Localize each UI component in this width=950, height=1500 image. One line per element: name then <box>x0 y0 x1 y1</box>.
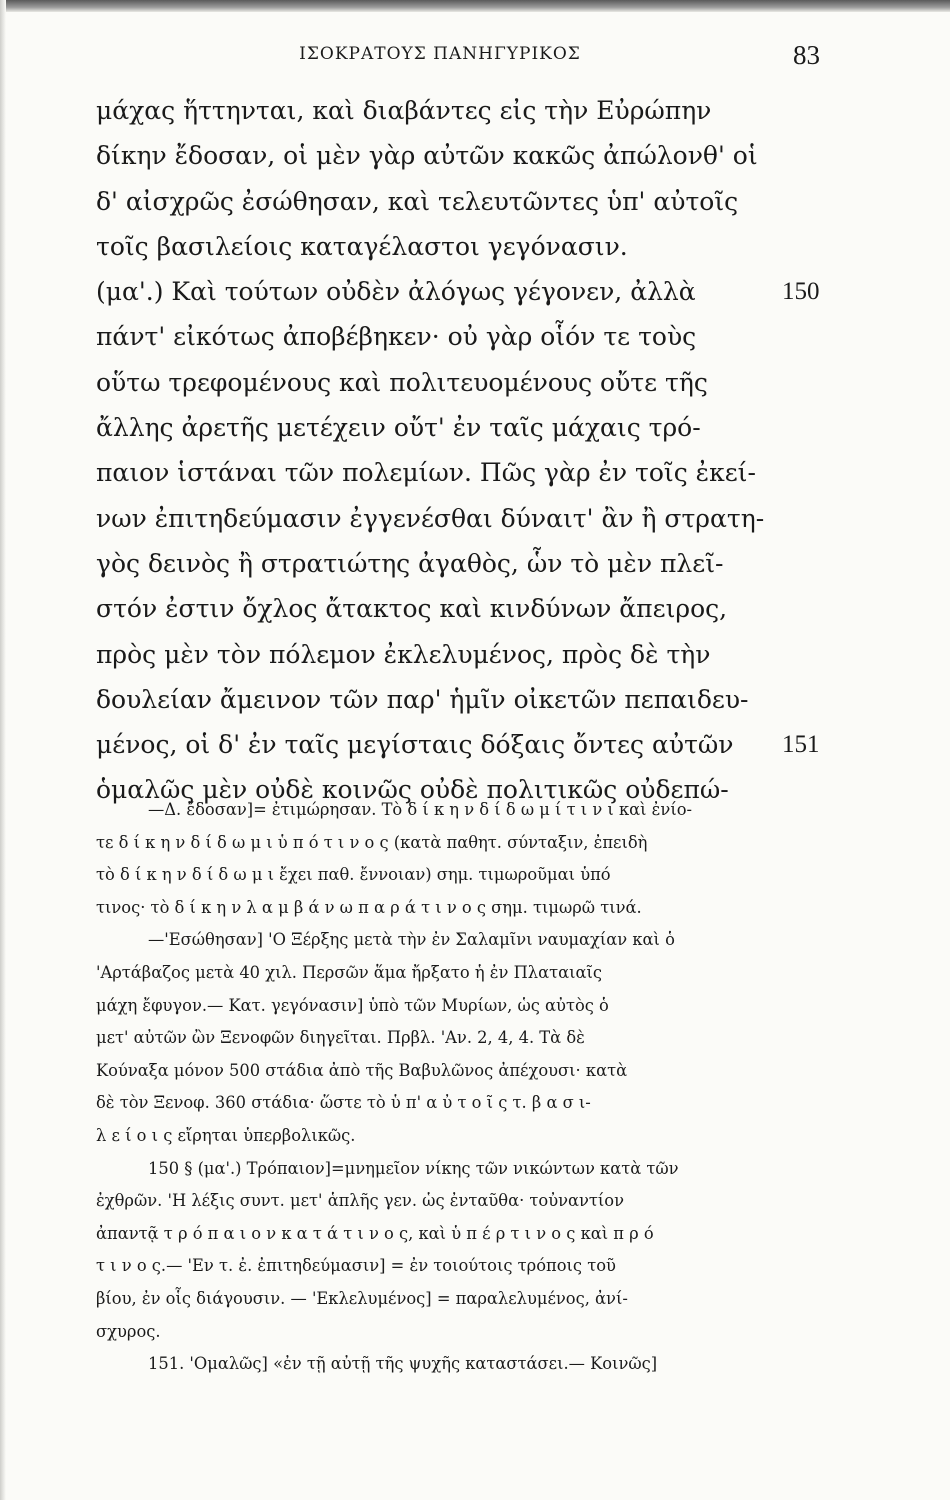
note-line: ἀπαντᾷ τ ρ ό π α ι ο ν κ α τ ά τ ι ν ο ς, καὶ ὑ π έ ρ τ ι ν ο ς καὶ π ρ ό <box>96 1223 654 1243</box>
main-text-line <box>96 133 836 178</box>
note-line: δὲ τὸν Ξενοφ. 360 στάδια· ὥστε τὸ ὑ π' α ὐ τ ο ῖ ς τ. β α σ ι- <box>96 1093 591 1113</box>
note-line: λ ε ί ο ι ς εἴρηται ὑπερβολικῶς. <box>96 1125 356 1145</box>
note-line: Κούναξα μόνον 500 στάδια ἀπὸ τῆς Βαβυλῶνος ἀπέχουσι· κατὰ <box>96 1060 628 1080</box>
main-text-line <box>96 677 836 722</box>
note-line: μετ' αὐτῶν ὢν Ξενοφῶν διηγεῖται. Πρβλ. 'Αν. 2, 4, 4. Τὰ δὲ <box>96 1028 585 1048</box>
main-text-block <box>96 88 836 813</box>
main-text-line-content: ἄλλης ἀρετῆς μετέχειν οὔτ' ἐν ταῖς μάχαις τρό- <box>96 413 701 443</box>
main-text-line <box>96 360 836 405</box>
page-left-shadow <box>0 0 6 1500</box>
section-marker-151: 151 <box>782 731 820 759</box>
note-line: μάχη ἔφυγον.— Κατ. γεγόνασιν] ὑπὸ τῶν Μυρίων, ὡς αὐτὸς ὁ <box>96 995 609 1015</box>
main-text-line <box>96 88 836 133</box>
main-text-line <box>96 496 836 541</box>
main-text-line <box>96 541 836 586</box>
note-line: τε δ ί κ η ν δ ί δ ω μ ι ὑ π ό τ ι ν ο ς (κατὰ παθητ. σύνταξιν, ἐπειδὴ <box>96 832 648 852</box>
section-marker-150: 150 <box>782 278 820 306</box>
note-line: —'Εσώθησαν] 'Ο Ξέρξης μετὰ τὴν ἐν Σαλαμῖνι ναυμαχίαν καὶ ὁ <box>148 930 675 950</box>
main-text-line-content: τοῖς βασιλείοις καταγέλαστοι γεγόνασιν. <box>96 231 628 261</box>
main-text-line-content: δίκην ἔδοσαν, οἱ μὲν γὰρ αὐτῶν κακῶς ἀπώλονθ' οἱ <box>96 141 758 171</box>
main-text-line-content: (μα'.) Καὶ τούτων οὐδὲν ἀλόγως γέγονεν, ἀλλὰ <box>96 277 696 307</box>
note-line: σχυρος. <box>96 1321 161 1341</box>
note-line: 151. 'Ομαλῶς] «ἐν τῇ αὐτῇ τῆς ψυχῆς καταστάσει.— Κοινῶς] <box>148 1354 658 1374</box>
main-text-line-content: μένος, οἱ δ' ἐν ταῖς μεγίσταις δόξαις ὄντες αὐτῶν <box>96 730 734 760</box>
main-text-line <box>96 722 836 767</box>
note-line: βίου, ἐν οἷς διάγουσιν. — 'Εκλελυμένος] = παραλελυμένος, ἀνί- <box>96 1288 628 1308</box>
note-line: 150 § (μα'.) Τρόπαιον]=μνημεῖον νίκης τῶν νικώντων κατὰ τῶν <box>148 1158 679 1178</box>
main-text-line-content: παιον ἱστάναι τῶν πολεμίων. Πῶς γὰρ ἐν τοῖς ἐκεί- <box>96 458 756 488</box>
note-line: ἐχθρῶν. 'Η λέξις συντ. μετ' ἁπλῆς γεν. ὡς ἐνταῦθα· τοὐναντίον <box>96 1191 625 1211</box>
main-text-line-content: πάντ' εἰκότως ἀποβέβηκεν· οὐ γὰρ οἷόν τε τοὺς <box>96 322 697 352</box>
main-text-line <box>96 405 836 450</box>
main-text-line <box>96 632 836 677</box>
note-line: τὸ δ ί κ η ν δ ί δ ω μ ι ἔχει παθ. ἔννοιαν) σημ. τιμωροῦμαι ὑπό <box>96 865 611 885</box>
running-title: ΙΣΟΚΡΑΤΟΥΣ ΠΑΝΗΓΥΡΙΚΟΣ <box>299 44 581 64</box>
main-text-line-content: δουλείαν ἄμεινον τῶν παρ' ἡμῖν οἰκετῶν πεπαιδευ- <box>96 684 749 714</box>
main-text-line <box>96 314 836 359</box>
commentary-notes <box>96 794 826 1381</box>
main-text-line <box>96 450 836 495</box>
main-text-line-content: γὸς δεινὸς ἢ στρατιώτης ἀγαθὸς, ὧν τὸ μὲν πλεῖ- <box>96 548 724 578</box>
main-text-line-content: στόν ἐστιν ὄχλος ἄτακτος καὶ κινδύνων ἄπειρος, <box>96 594 728 624</box>
main-text-line-content: πρὸς μὲν τὸν πόλεμον ἐκλελυμένος, πρὸς δὲ τὴν <box>96 639 711 669</box>
main-text-line-content: νων ἐπιτηδεύμασιν ἐγγενέσθαι δύναιτ' ἂν ἢ στρατη- <box>96 503 765 533</box>
main-text-line <box>96 586 836 631</box>
main-text-line-content: μάχας ἥττηνται, καὶ διαβάντες εἰς τὴν Εὐρώπην <box>96 96 712 125</box>
main-text-line-content: ὁμαλῶς μὲν οὐδὲ κοινῶς οὐδὲ πολιτικῶς οὐδεπώ- <box>96 775 729 805</box>
page-top-edge <box>0 0 950 12</box>
note-line: τ ι ν ο ς.— 'Εν τ. ἐ. ἐπιτηδεύμασιν] = ἐν τοιούτοις τρόποις τοῦ <box>96 1256 616 1276</box>
note-line: 'Αρτάβαζος μετὰ 40 χιλ. Περσῶν ἅμα ἤρξατο ἡ ἐν Πλαταιαῖς <box>96 962 602 982</box>
main-text-line-content: οὕτω τρεφομένους καὶ πολιτευομένους οὔτε τῆς <box>96 367 708 397</box>
note-line: τινος· τὸ δ ί κ η ν λ α μ β ά ν ω π α ρ ά τ ι ν ο ς σημ. τιμωρῶ τινά. <box>96 897 642 917</box>
main-text-line <box>96 224 836 269</box>
main-text-line-content: δ' αἰσχρῶς ἐσώθησαν, καὶ τελευτῶντες ὑπ' αὐτοῖς <box>96 186 739 216</box>
main-text-line <box>96 269 836 314</box>
main-text-line <box>96 179 836 224</box>
note-line: —Δ. ἔδοσαν]= ἐτιμώρησαν. Τὸ δ ί κ η ν δ ί δ ω μ ί τ ι ν ι καὶ ἐνίο- <box>148 800 693 819</box>
page-number: 83 <box>793 40 820 70</box>
